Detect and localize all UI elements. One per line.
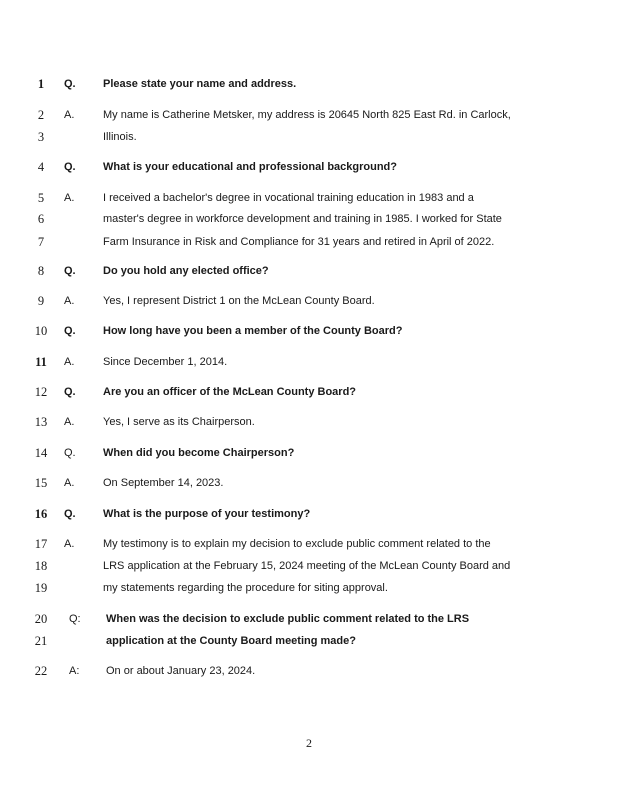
speaker-label: Q. — [64, 265, 76, 277]
transcript-line — [0, 75, 618, 93]
transcript-line — [0, 292, 618, 310]
answer-text: Farm Insurance in Risk and Compliance for 31 years and retired in April of 2022. — [103, 236, 495, 248]
line-number: 18 — [34, 559, 48, 573]
transcript-line — [0, 189, 618, 207]
line-number: 16 — [34, 507, 48, 521]
transcript-line — [0, 383, 618, 401]
line-number: 19 — [34, 581, 48, 595]
speaker-label: Q. — [64, 161, 76, 173]
transcript-line — [0, 158, 618, 176]
question-text: How long have you been a member of the County Board? — [103, 325, 403, 337]
line-number: 15 — [34, 476, 48, 490]
transcript-line — [0, 632, 618, 650]
line-number: 10 — [34, 324, 48, 338]
line-number: 14 — [34, 446, 48, 460]
question-text: Are you an officer of the McLean County Board? — [103, 386, 357, 398]
answer-text: Illinois. — [103, 131, 137, 143]
speaker-label: Q. — [64, 325, 76, 337]
speaker-label: Q. — [64, 78, 76, 90]
line-number: 3 — [37, 130, 45, 144]
transcript-line — [0, 505, 618, 523]
line-number: 1 — [37, 77, 45, 91]
transcript-line — [0, 662, 618, 680]
transcript-line — [0, 128, 618, 146]
transcript-line — [0, 233, 618, 251]
transcript-line — [0, 210, 618, 228]
answer-text: LRS application at the February 15, 2024 meeting of the McLean County Board and — [103, 560, 511, 572]
speaker-label: A. — [64, 192, 75, 204]
speaker-label: Q. — [64, 447, 76, 459]
transcript-line — [0, 262, 618, 280]
line-number: 22 — [34, 664, 48, 678]
speaker-label: A. — [64, 477, 75, 489]
speaker-label: A. — [64, 538, 75, 550]
transcript-line — [0, 579, 618, 597]
transcript-line — [0, 353, 618, 371]
line-number: 6 — [37, 212, 45, 226]
answer-text: My testimony is to explain my decision to exclude public comment related to the — [103, 538, 491, 550]
speaker-label: A. — [64, 356, 75, 368]
question-text: What is the purpose of your testimony? — [103, 508, 311, 520]
line-number: 8 — [37, 264, 45, 278]
speaker-label: Q. — [64, 386, 76, 398]
question-text: What is your educational and professional background? — [103, 161, 397, 173]
speaker-label: A. — [64, 416, 75, 428]
line-number: 2 — [37, 108, 45, 122]
answer-text: My name is Catherine Metsker, my address is 20645 North 825 East Rd. in Carlock, — [103, 109, 511, 121]
transcript-line — [0, 557, 618, 575]
speaker-label: A. — [64, 109, 75, 121]
speaker-label: Q. — [64, 508, 76, 520]
question-text: When was the decision to exclude public comment related to the LRS — [106, 613, 470, 625]
speaker-label: A. — [64, 295, 75, 307]
question-text: When did you become Chairperson? — [103, 447, 295, 459]
line-number: 4 — [37, 160, 45, 174]
answer-text: Yes, I represent District 1 on the McLean County Board. — [103, 295, 375, 307]
speaker-label: Q: — [69, 613, 81, 625]
transcript-line — [0, 474, 618, 492]
line-number: 11 — [35, 355, 47, 369]
question-text: application at the County Board meeting made? — [106, 635, 356, 647]
answer-text: I received a bachelor's degree in vocational training education in 1983 and a — [103, 192, 474, 204]
page-number: 2 — [306, 736, 312, 750]
transcript-line — [0, 535, 618, 553]
transcript-line — [0, 322, 618, 340]
line-number: 7 — [37, 235, 45, 249]
answer-text: my statements regarding the procedure for siting approval. — [103, 582, 388, 594]
line-number: 21 — [34, 634, 48, 648]
transcript-line — [0, 444, 618, 462]
line-number: 17 — [34, 537, 48, 551]
line-number: 5 — [37, 191, 45, 205]
line-number: 12 — [34, 385, 48, 399]
transcript-line — [0, 413, 618, 431]
speaker-label: A: — [69, 665, 80, 677]
answer-text: Since December 1, 2014. — [103, 356, 228, 368]
answer-text: On or about January 23, 2024. — [106, 665, 256, 677]
transcript-line — [0, 610, 618, 628]
transcript-line — [0, 106, 618, 124]
answer-text: On September 14, 2023. — [103, 477, 224, 489]
answer-text: Yes, I serve as its Chairperson. — [103, 416, 255, 428]
question-text: Please state your name and address. — [103, 78, 297, 90]
line-number: 13 — [34, 415, 48, 429]
answer-text: master's degree in workforce development and training in 1985. I worked for State — [103, 213, 502, 225]
line-number: 20 — [34, 612, 48, 626]
question-text: Do you hold any elected office? — [103, 265, 269, 277]
line-number: 9 — [37, 294, 45, 308]
